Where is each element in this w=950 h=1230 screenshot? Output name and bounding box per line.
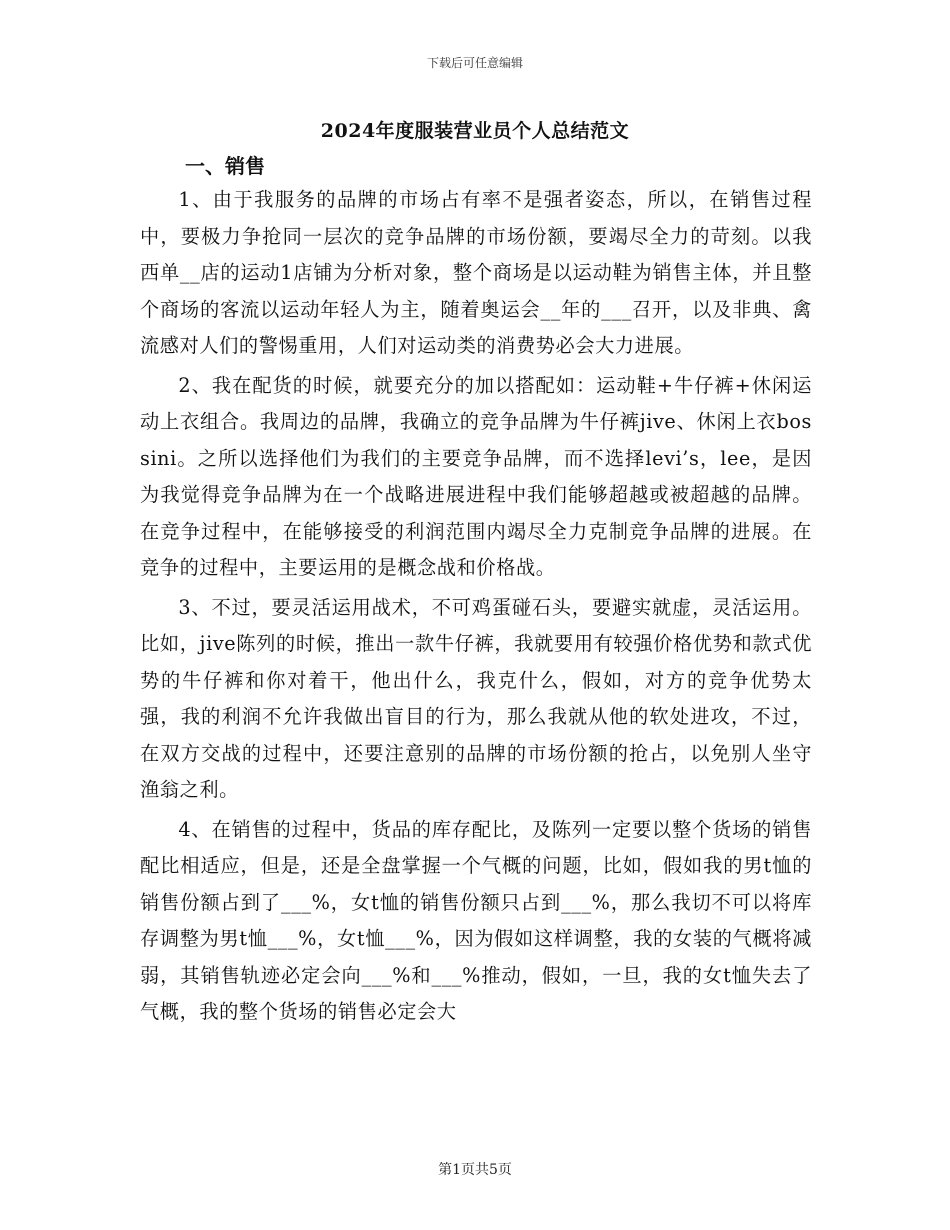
page-header-note: 下载后可任意编辑 xyxy=(426,56,523,70)
paragraph-1: 1、由于我服务的品牌的市场占有率不是强者姿态，所以，在销售过程中，要极力争抢同一层次的竞争品牌的市场份额，要竭尽全力的苛刻。以我西单__店的运动1店铺为分析对象，整个商场是以运动鞋为销售主体，并且整个商场的客流以运动年轻人为主，随着奥运会__年的___召开，以及非典、禽流感对人们的警惕重用，人们对运动类的消费势必会大力进展。 xyxy=(140,188,812,357)
document-title: 2024年度服装营业员个人总结范文 xyxy=(320,120,630,142)
page-number-footer: 第1页共5页 xyxy=(438,1162,512,1178)
section-heading: 一、销售 xyxy=(185,154,265,178)
paragraph-3: 3、不过，要灵活运用战术，不可鸡蛋碰石头，要避实就虚，灵活运用。比如，jive陈列的时候，推出一款牛仔裤，我就要用有较强价格优势和款式优势的牛仔裤和你对着干，他出什么，我克什么，假如，对方的竞争优势太强，我的利润不允许我做出盲目的行为，那么我就从他的软处进攻，不过，在双方交战的过程中，还要注意别的品牌的市场份额的抢占，以免别人坐守渔翁之利。 xyxy=(140,595,812,801)
document-body xyxy=(140,182,812,1034)
paragraph-4: 4、在销售的过程中，货品的库存配比，及陈列一定要以整个货场的销售配比相适应，但是，还是全盘掌握一个气概的问题，比如，假如我的男t恤的销售份额占到了___%，女t恤的销售份额只占到___%，那么我切不可以将库存调整为男t恤___%，女t恤___%，因为假如这样调整，我的女装的气概将减弱，其销售轨迹必定会向___%和___%推动，假如，一旦，我的女t恤失去了气概，我的整个货场的销售必定会大 xyxy=(140,817,812,1023)
paragraph-2: 2、我在配货的时候，就要充分的加以搭配如：运动鞋+牛仔裤+休闲运动上衣组合。我周边的品牌，我确立的竞争品牌为牛仔裤jive、休闲上衣bossini。之所以选择他们为我们的主要竞争品牌，而不选择levi’s，lee，是因为我觉得竞争品牌为在一个战略进展进程中我们能够超越或被超越的品牌。在竞争过程中，在能够接受的利润范围内竭尽全力克制竞争品牌的进展。在竞争的过程中，主要运用的是概念战和价格战。 xyxy=(140,373,812,579)
